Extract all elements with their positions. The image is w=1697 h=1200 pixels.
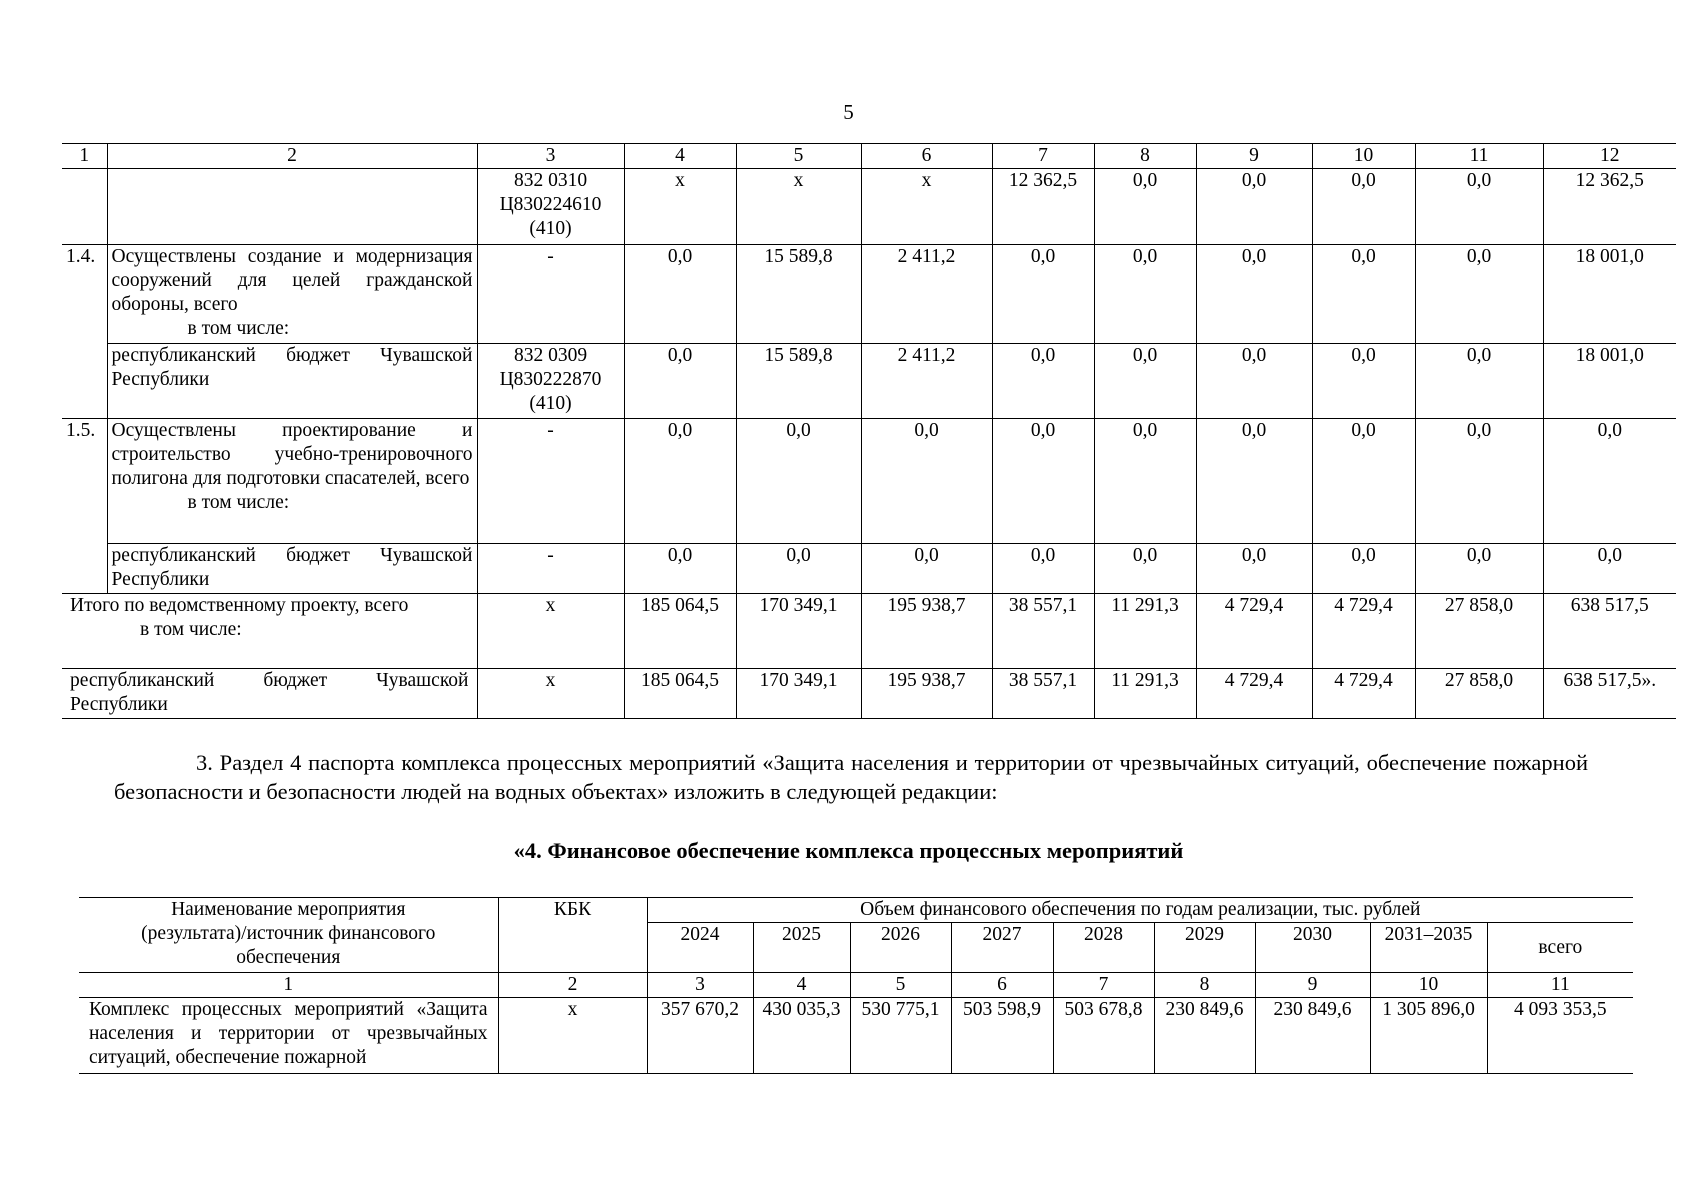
project-finance-table [62, 143, 1676, 719]
kbk-line: 832 0310 [513, 170, 588, 191]
desc-cell [107, 245, 477, 344]
value-cell: 0,0 [1415, 245, 1543, 344]
col-number: 5 [850, 973, 951, 998]
desc-text: Осуществлены проектирование и строительство учебно-тренировочного полигона для подготовки спасателей, всего [111, 420, 473, 489]
value-cell: 185 064,5 [624, 669, 736, 719]
value-cell: 2 411,2 [861, 245, 992, 344]
value-cell: 0,0 [1415, 544, 1543, 594]
value-cell: 11 291,3 [1094, 669, 1196, 719]
kbk-cell: x [477, 594, 624, 669]
year-cell: 2031–2035 [1370, 923, 1487, 973]
value-cell: 0,0 [1196, 419, 1312, 544]
num-cell [62, 169, 107, 245]
value-cell: 0,0 [1415, 344, 1543, 419]
value-cell: 638 517,5». [1543, 669, 1676, 719]
table-row-total [62, 594, 1676, 669]
table-row [62, 419, 1676, 544]
sub-label: в том числе: [187, 318, 290, 339]
value-cell: 185 064,5 [624, 594, 736, 669]
header-cell: 7 [992, 144, 1094, 169]
value-cell: 0,0 [1196, 169, 1312, 245]
kbk-line: Ц830224610 [499, 194, 602, 215]
value-cell: 0,0 [1312, 169, 1415, 245]
col-number: 8 [1154, 973, 1255, 998]
value-cell: 0,0 [992, 344, 1094, 419]
table-row [62, 344, 1676, 419]
table-row [79, 998, 1633, 1074]
table-row [62, 245, 1676, 344]
value-cell: x [736, 169, 861, 245]
value-cell: 15 589,8 [736, 344, 861, 419]
table-row [62, 544, 1676, 594]
value-cell: 4 729,4 [1196, 669, 1312, 719]
value-cell: 38 557,1 [992, 594, 1094, 669]
desc-cell: республиканский бюджет Чувашской Республики [107, 344, 477, 419]
value-cell: 170 349,1 [736, 594, 861, 669]
year-cell: 2026 [850, 923, 951, 973]
value-cell: 11 291,3 [1094, 594, 1196, 669]
col-number: 11 [1487, 973, 1633, 998]
value-cell: 4 729,4 [1312, 669, 1415, 719]
value-cell: 0,0 [1415, 169, 1543, 245]
header-volume: Объем финансового обеспечения по годам реализации, тыс. рублей [647, 898, 1633, 923]
col-number: 4 [753, 973, 850, 998]
value-cell: 195 938,7 [861, 669, 992, 719]
table-number-row [79, 973, 1633, 998]
header-cell: 12 [1543, 144, 1676, 169]
year-cell: 2028 [1053, 923, 1154, 973]
value-cell: 4 729,4 [1312, 594, 1415, 669]
kbk-line: (410) [529, 218, 572, 239]
header-cell: 1 [62, 144, 107, 169]
num-cell: 1.5. [62, 419, 107, 594]
value-cell: 0,0 [1312, 419, 1415, 544]
amendment-paragraph: 3. Раздел 4 паспорта комплекса процессных мероприятий «Защита населения и территории от чрезвычайных ситуаций, обеспечение пожарной безопасности и безопасности людей на водных объектах» изложить в следующей редакции: [114, 750, 1588, 804]
desc-cell: Комплекс процессных мероприятий «Защита населения и территории от чрезвычайных ситуаций, обеспечение пожарной [79, 998, 498, 1074]
header-kbk: КБК [498, 898, 647, 973]
year-cell: 2030 [1255, 923, 1370, 973]
value-cell: 18 001,0 [1543, 245, 1676, 344]
header-cell: 2 [107, 144, 477, 169]
value-cell: 0,0 [624, 544, 736, 594]
table-header-row [62, 144, 1676, 169]
sub-label: в том числе: [187, 492, 290, 513]
value-cell: 503 678,8 [1053, 998, 1154, 1074]
table-row [62, 169, 1676, 245]
desc-cell: республиканский бюджет Чувашской Республики [62, 669, 477, 719]
year-cell: всего [1487, 923, 1633, 973]
value-cell: 12 362,5 [992, 169, 1094, 245]
header-cell: 6 [861, 144, 992, 169]
value-cell: 0,0 [861, 544, 992, 594]
kbk-cell: - [477, 245, 624, 344]
value-cell: 2 411,2 [861, 344, 992, 419]
col-number: 3 [647, 973, 753, 998]
kbk-line: (410) [529, 393, 572, 414]
desc-cell [62, 594, 477, 669]
value-cell: 0,0 [992, 544, 1094, 594]
header-cell: 10 [1312, 144, 1415, 169]
value-cell: 0,0 [736, 419, 861, 544]
kbk-cell: x [498, 998, 647, 1074]
value-cell: 0,0 [992, 419, 1094, 544]
desc-cell [107, 419, 477, 544]
header-cell: 3 [477, 144, 624, 169]
process-finance-table [79, 897, 1633, 1074]
value-cell: 0,0 [1312, 344, 1415, 419]
sub-label: в том числе: [140, 619, 242, 640]
value-cell: 638 517,5 [1543, 594, 1676, 669]
header-cell: 5 [736, 144, 861, 169]
value-cell: 0,0 [861, 419, 992, 544]
kbk-cell: x [477, 669, 624, 719]
value-cell: 0,0 [1196, 245, 1312, 344]
table-row-total [62, 669, 1676, 719]
value-cell: 195 938,7 [861, 594, 992, 669]
value-cell: x [861, 169, 992, 245]
desc-text: Осуществлены создание и модернизация сооружений для целей гражданской обороны, всего [111, 246, 473, 315]
col-number: 9 [1255, 973, 1370, 998]
value-cell: 1 305 896,0 [1370, 998, 1487, 1074]
value-cell: 0,0 [1312, 544, 1415, 594]
col-number: 10 [1370, 973, 1487, 998]
page-number: 5 [843, 100, 854, 124]
value-cell: 0,0 [1312, 245, 1415, 344]
desc-cell: республиканский бюджет Чувашской Республики [107, 544, 477, 594]
value-cell: 0,0 [1196, 344, 1312, 419]
desc-cell [107, 169, 477, 245]
value-cell: 0,0 [624, 419, 736, 544]
value-cell: 0,0 [1543, 419, 1676, 544]
value-cell: 0,0 [1415, 419, 1543, 544]
header-cell: 8 [1094, 144, 1196, 169]
value-cell: 0,0 [1196, 544, 1312, 594]
value-cell: 38 557,1 [992, 669, 1094, 719]
value-cell: 4 093 353,5 [1487, 998, 1633, 1074]
header-cell: 11 [1415, 144, 1543, 169]
value-cell: 0,0 [1094, 544, 1196, 594]
table-header-row [79, 898, 1633, 923]
value-cell: 0,0 [624, 245, 736, 344]
kbk-line: 832 0309 [513, 345, 588, 366]
col-number: 6 [951, 973, 1053, 998]
value-cell: 0,0 [1094, 419, 1196, 544]
value-cell: 12 362,5 [1543, 169, 1676, 245]
year-cell: 2029 [1154, 923, 1255, 973]
year-cell: 2027 [951, 923, 1053, 973]
kbk-cell: - [477, 419, 624, 544]
col-number: 2 [498, 973, 647, 998]
header-cell: 9 [1196, 144, 1312, 169]
value-cell: 230 849,6 [1255, 998, 1370, 1074]
value-cell: 18 001,0 [1543, 344, 1676, 419]
kbk-cell [477, 169, 624, 245]
kbk-cell [477, 344, 624, 419]
value-cell: 0,0 [624, 344, 736, 419]
value-cell: 170 349,1 [736, 669, 861, 719]
value-cell: 0,0 [1094, 169, 1196, 245]
header-cell: 4 [624, 144, 736, 169]
value-cell: 530 775,1 [850, 998, 951, 1074]
num-cell: 1.4. [62, 245, 107, 419]
value-cell: 430 035,3 [753, 998, 850, 1074]
desc-text: Итого по ведомственному проекту, всего [70, 595, 409, 616]
value-cell: 357 670,2 [647, 998, 753, 1074]
value-cell: 27 858,0 [1415, 594, 1543, 669]
value-cell: 0,0 [736, 544, 861, 594]
col-number: 1 [79, 973, 498, 998]
year-cell: 2025 [753, 923, 850, 973]
value-cell: 230 849,6 [1154, 998, 1255, 1074]
value-cell: 0,0 [992, 245, 1094, 344]
col-number: 7 [1053, 973, 1154, 998]
value-cell: 503 598,9 [951, 998, 1053, 1074]
year-cell: 2024 [647, 923, 753, 973]
header-name: Наименование мероприятия (результата)/источник финансового обеспечения [79, 898, 498, 973]
kbk-line: Ц830222870 [499, 369, 602, 390]
value-cell: 4 729,4 [1196, 594, 1312, 669]
value-cell: 15 589,8 [736, 245, 861, 344]
value-cell: 0,0 [1543, 544, 1676, 594]
value-cell: 27 858,0 [1415, 669, 1543, 719]
section-heading: «4. Финансовое обеспечение комплекса процессных мероприятий [513, 838, 1184, 863]
value-cell: x [624, 169, 736, 245]
value-cell: 0,0 [1094, 245, 1196, 344]
kbk-cell: - [477, 544, 624, 594]
value-cell: 0,0 [1094, 344, 1196, 419]
